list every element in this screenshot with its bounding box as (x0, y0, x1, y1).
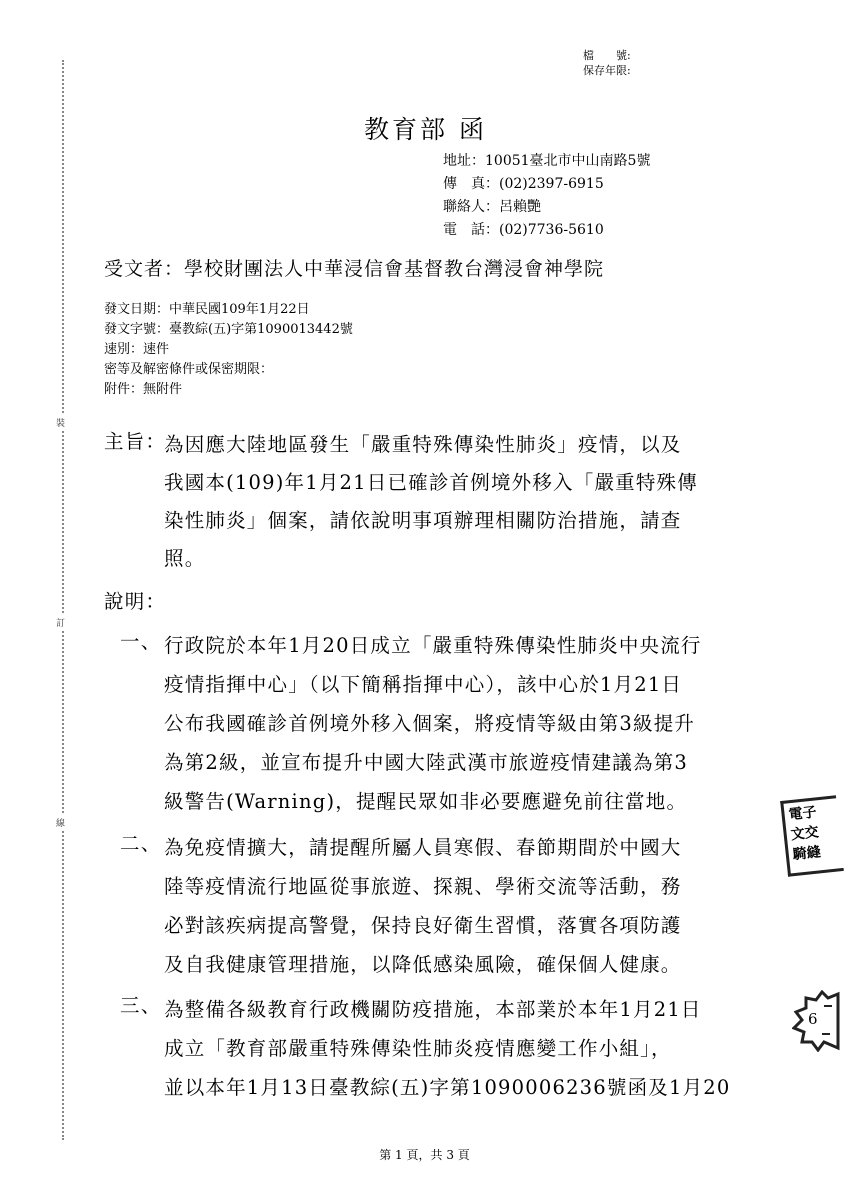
seal-number: 6 (808, 1010, 818, 1028)
phone: 電 話：(02)7736-5610 (443, 222, 604, 238)
item-line: 級警告(Warning)，提醒民眾如非必要應避免前往當地。 (164, 790, 688, 813)
subject-line: 照。 (164, 547, 206, 570)
document-title: 教育部 函 (364, 115, 487, 144)
item-line: 疫情指揮中心」（以下簡稱指揮中心），該中心於1月21日 (164, 673, 683, 696)
binding-mark-ding: 訂 (56, 614, 65, 631)
issue-info (104, 300, 353, 400)
subject-line: 染性肺炎」個案，請依說明事項辦理相關防治措施，請查 (164, 509, 682, 532)
item-line: 及自我健康管理措施，以降低感染風險，確保個人健康。 (164, 953, 682, 976)
issue-attachment: 附件：無附件 (104, 382, 183, 397)
file-number-label: 檔 號: (583, 49, 631, 62)
explanation-label: 說明： (104, 590, 167, 613)
item-line: 為第2級，並宣布提升中國大陸武漢市旅遊疫情建議為第3 (164, 751, 689, 774)
subject-line: 為因應大陸地區發生「嚴重特殊傳染性肺炎」疫情，以及 (164, 433, 682, 456)
issue-speed: 速別：速件 (104, 342, 170, 357)
item-line: 為免疫情擴大，請提醒所屬人員寒假、春節期間於中國大 (164, 836, 682, 859)
subject-text (164, 426, 754, 578)
stamp-line: 騎縫 (792, 844, 822, 864)
item-line: 為整備各級教育行政機關防疫措施，本部業於本年1月21日 (164, 998, 702, 1021)
item-line: 必對該疾病提高警覺，保持良好衛生習慣，落實各項防護 (164, 914, 682, 937)
stamp-line: 文交 (789, 824, 820, 844)
subject-label: 主旨： (104, 430, 167, 453)
item-text (164, 990, 754, 1107)
page-footer: 第 1 頁，共 3 頁 (379, 1148, 470, 1162)
item-text (164, 626, 754, 821)
binding-margin-line (62, 60, 64, 1140)
item-number: 二、 (120, 832, 162, 855)
stamp-line: 電子 (787, 804, 818, 824)
fax: 傳 真：(02)2397-6915 (443, 176, 604, 192)
item-number: 三、 (120, 994, 162, 1017)
item-line: 行政院於本年1月20日成立「嚴重特殊傳染性肺炎中央流行 (164, 634, 702, 657)
issue-date: 發文日期：中華民國109年1月22日 (104, 302, 310, 317)
item-line: 公布我國確診首例境外移入個案，將疫情等級由第3級提升 (164, 712, 696, 735)
contact-block (443, 150, 650, 242)
electronic-seam-stamp (780, 795, 844, 876)
item-number: 一、 (120, 630, 162, 653)
item-line: 並以本年1月13日臺教綜(五)字第1090006236號函及1月20 (164, 1076, 731, 1099)
retention-label: 保存年限: (583, 64, 631, 77)
binding-mark-zhuang: 裝 (56, 414, 65, 431)
binding-mark-xian: 線 (56, 814, 65, 831)
item-text (164, 828, 754, 984)
item-line: 陸等疫情流行地區從事旅遊、探親、學術交流等活動，務 (164, 875, 682, 898)
issue-secrecy: 密等及解密條件或保密期限： (104, 362, 274, 377)
address: 地址：10051臺北市中山南路5號 (443, 153, 651, 169)
recipient: 受文者：學校財團法人中華浸信會基督教台灣浸會神學院 (104, 258, 605, 280)
document-meta (583, 48, 631, 78)
issue-number: 發文字號：臺教綜(五)字第1090013442號 (104, 322, 353, 337)
contact-person: 聯絡人：呂賴艷 (443, 199, 541, 215)
subject-line: 我國本(109)年1月21日已確診首例境外移入「嚴重特殊傳 (164, 471, 698, 494)
item-line: 成立「教育部嚴重特殊傳染性肺炎疫情應變工作小組」， (164, 1037, 672, 1060)
